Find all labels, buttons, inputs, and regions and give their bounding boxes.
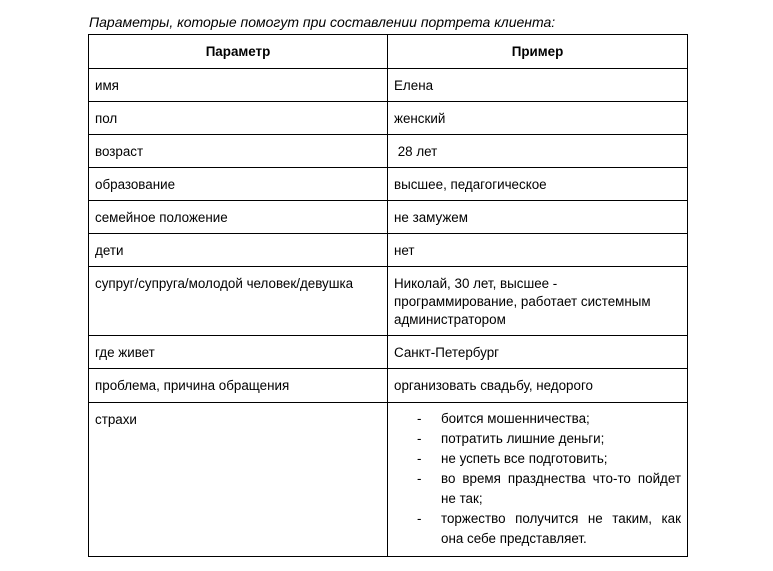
table-row-gender (89, 102, 688, 135)
example-cell: не замужем (388, 201, 688, 234)
example-cell (388, 403, 688, 557)
list-item: - во время празднества что-то пойдет не так; (441, 469, 681, 509)
table-caption: Параметры, которые помогут при составлении портрета клиента: (89, 14, 556, 30)
example-cell: женский (388, 102, 688, 135)
list-item: - потратить лишние деньги; (441, 429, 681, 449)
table-row-education (89, 168, 688, 201)
list-item: - торжество получится не таким, как она себе представляет. (441, 509, 681, 549)
table-row-problem (89, 369, 688, 403)
example-cell: высшее, педагогическое (388, 168, 688, 201)
example-cell: 28 лет (388, 135, 688, 168)
table-row-marital-status (89, 201, 688, 234)
table-row-partner (89, 267, 688, 336)
param-cell: возраст (89, 135, 388, 168)
example-cell: организовать свадьбу, недорого (388, 369, 688, 403)
list-item: - не успеть все подготовить; (441, 449, 681, 469)
header-parameter: Параметр (89, 35, 388, 69)
example-cell: Николай, 30 лет, высшее - программирование, работает системным администратором (388, 267, 688, 336)
fears-list (394, 409, 681, 549)
param-cell: пол (89, 102, 388, 135)
example-cell: Елена (388, 69, 688, 102)
header-example: Пример (388, 35, 688, 69)
param-cell: супруг/супруга/молодой человек/девушка (89, 267, 388, 336)
table-header-row (89, 35, 688, 69)
param-cell: образование (89, 168, 388, 201)
table-row-residence (89, 336, 688, 369)
client-portrait-table (88, 34, 688, 557)
table-row-name (89, 69, 688, 102)
param-cell: имя (89, 69, 388, 102)
param-cell: семейное положение (89, 201, 388, 234)
param-cell: где живет (89, 336, 388, 369)
param-cell: страхи (89, 403, 388, 557)
example-cell: нет (388, 234, 688, 267)
table-row-children (89, 234, 688, 267)
table-row-age (89, 135, 688, 168)
example-cell: Санкт-Петербург (388, 336, 688, 369)
list-item: - боится мошенничества; (441, 409, 681, 429)
table-row-fears (89, 403, 688, 557)
param-cell: дети (89, 234, 388, 267)
param-cell: проблема, причина обращения (89, 369, 388, 403)
